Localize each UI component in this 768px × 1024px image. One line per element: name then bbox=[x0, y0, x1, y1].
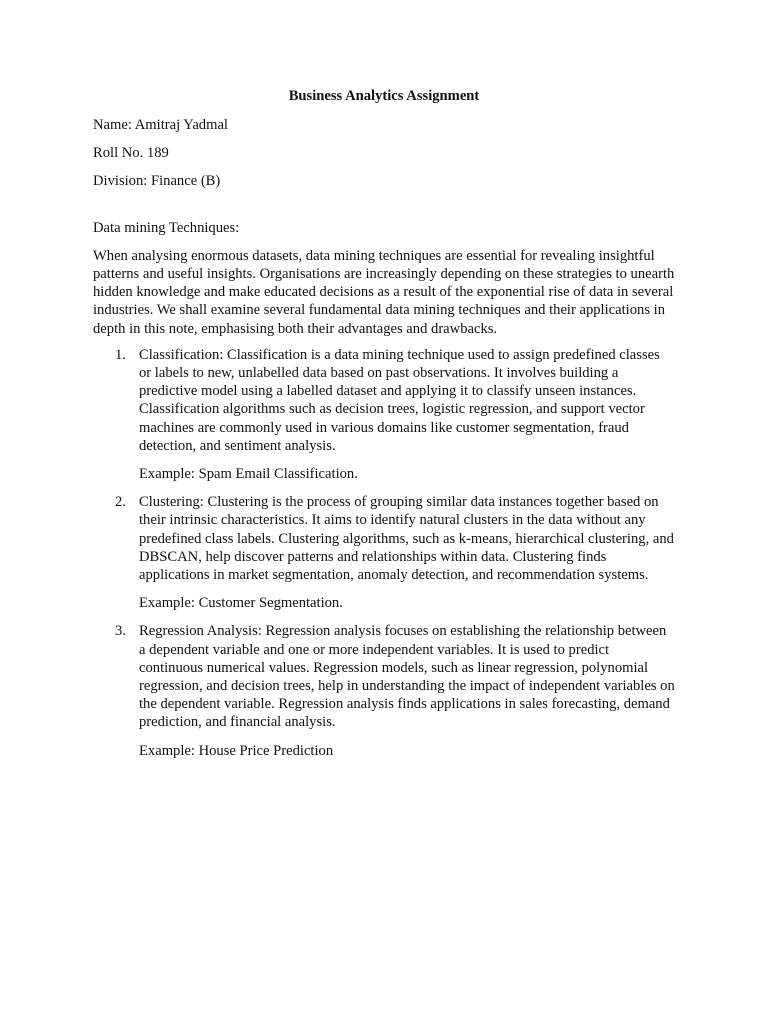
division: Division: Finance (B) bbox=[93, 173, 221, 190]
technique-description: Regression Analysis: Regression analysis focuses on establishing the relationship between a dependent variable and one or more independent variables. It is used to predict continuous numerical values. Regression models, such as linear regression, polynomial regression, and decision trees, help in understanding the impact of independent variables on the dependent variable. Regression analysis finds applications in sales forecasting, demand prediction, and financial analysis. bbox=[139, 623, 675, 731]
document-title: Business Analytics Assignment bbox=[288, 88, 480, 104]
student-name: Name: Amitraj Yadmal bbox=[93, 117, 228, 133]
intro-paragraph: When analysing enormous datasets, data mining techniques are essential for revealing insightful patterns and useful insights. Organisations are increasingly depending on these strategies to unearth hidden knowledge and make educated decisions as a result of the exponential rise of data in several industries. We shall examine several fundamental data mining techniques and their applications in depth in this note, emphasising both their advantages and drawbacks. bbox=[93, 247, 675, 337]
list-item bbox=[93, 346, 675, 483]
list-number: 1. bbox=[115, 346, 126, 363]
technique-example: Example: House Price Prediction bbox=[139, 742, 334, 759]
section-heading: Data mining Techniques: bbox=[93, 219, 240, 236]
roll-number: Roll No. 189 bbox=[93, 145, 169, 162]
list-number: 2. bbox=[115, 494, 126, 511]
technique-description: Classification: Classification is a data mining technique used to assign predefined classes or labels to new, unlabelled data based on past observations. It involves building a predictive model using a labelled dataset and applying it to classify unseen instances. Classification algorithms such as decision trees, logistic regression, and support vector machines are commonly used in various domains like customer segmentation, fraud detection, and sentiment analysis. bbox=[139, 346, 660, 454]
document-page bbox=[93, 86, 675, 770]
technique-example: Example: Spam Email Classification. bbox=[139, 466, 358, 483]
list-item bbox=[93, 622, 675, 759]
list-item bbox=[93, 493, 675, 612]
technique-example: Example: Customer Segmentation. bbox=[139, 595, 343, 612]
list-number: 3. bbox=[115, 623, 126, 640]
technique-description: Clustering: Clustering is the process of grouping similar data instances together based on their intrinsic characteristics. It aims to identify natural clusters in the data without any predefined class labels. Clustering algorithms, such as k-means, hierarchical clustering, and DBSCAN, help discover patterns and relationships within data. Clustering finds applications in market segmentation, anomaly detection, and recommendation systems. bbox=[139, 494, 674, 584]
techniques-list bbox=[93, 346, 675, 760]
